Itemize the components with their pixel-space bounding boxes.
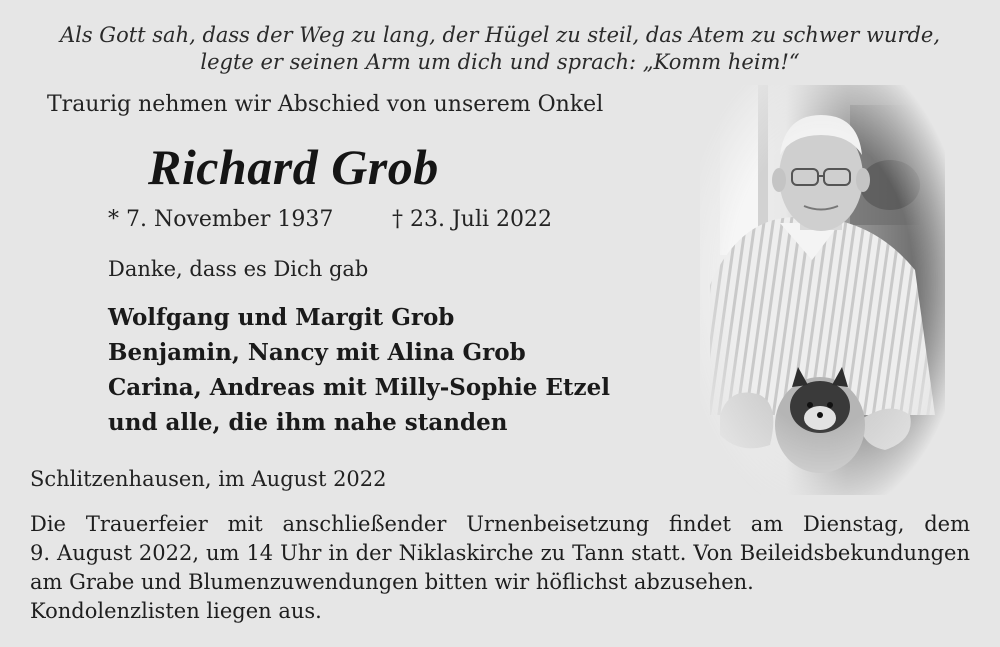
portrait-illustration	[700, 85, 945, 495]
intro-text: Traurig nehmen wir Abschied von unserem Onkel	[47, 92, 604, 117]
thanks-text: Danke, dass es Dich gab	[108, 257, 369, 281]
funeral-notice	[30, 510, 970, 626]
quote-line-2: legte er seinen Arm um dich und sprach: „Komm heim!“	[200, 50, 800, 74]
quote-line-1: Als Gott sah, dass der Weg zu lang, der Hügel zu steil, das Atem zu schwer wurde,	[59, 23, 941, 47]
mourner-line: Benjamin, Nancy mit Alina Grob	[108, 339, 526, 366]
mourner-line: Carina, Andreas mit Milly-Sophie Etzel	[108, 374, 610, 401]
deceased-name: Richard Grob	[148, 139, 439, 195]
notice-line: Kondolenzlisten liegen aus.	[30, 599, 322, 623]
notice-line: 9. August 2022, um 14 Uhr in der Niklaskirche zu Tann statt. Von Beileidsbekundungen	[30, 541, 970, 565]
portrait-photo	[700, 85, 945, 495]
place-date: Schlitzenhausen, im August 2022	[30, 467, 387, 491]
death-date: † 23. Juli 2022	[392, 207, 553, 232]
mourner-line: und alle, die ihm nahe standen	[108, 409, 508, 436]
notice-line: Die Trauerfeier mit anschließender Urnenbeisetzung findet am Dienstag, dem	[30, 512, 970, 536]
birth-date: * 7. November 1937	[108, 207, 334, 232]
notice-line: am Grabe und Blumenzuwendungen bitten wir höflichst abzusehen.	[30, 570, 754, 594]
mourner-line: Wolfgang und Margit Grob	[108, 304, 455, 331]
mourners-list	[108, 300, 610, 440]
